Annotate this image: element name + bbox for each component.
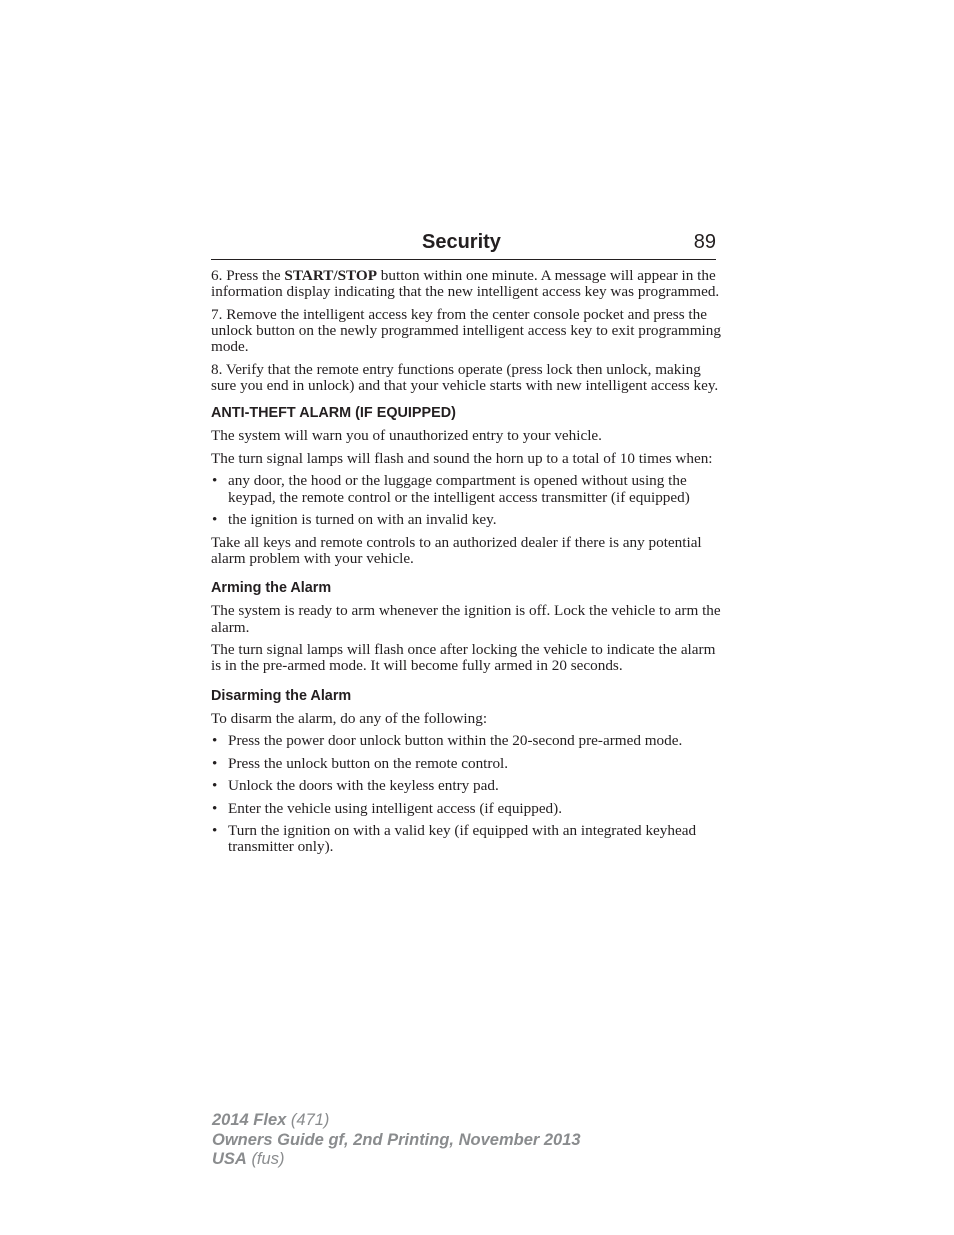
bullet-icon: • (212, 822, 218, 840)
list-item: • Press the power door unlock button within the 20-second pre-armed mode. (212, 732, 683, 750)
list-item: • any door, the hood or the luggage compartment is opened without using the keypad, the remote control or the intelligent access transmitter (if equipped) (212, 472, 690, 506)
anti-theft-paragraph-3: Take all keys and remote controls to an authorized dealer if there is any potential alarm problem with your vehicle. (211, 533, 702, 567)
list-item: • Press the unlock button on the remote control. (212, 754, 509, 772)
anti-theft-paragraph-1: The system will warn you of unauthorized entry to your vehicle. (211, 427, 602, 445)
list-item: • the ignition is turned on with an invalid key. (212, 511, 497, 529)
list-item: • Unlock the doors with the keyless entry pad. (212, 777, 499, 795)
footer-model-line: 2014 Flex (471) (212, 1111, 330, 1129)
disarming-heading: Disarming the Alarm (211, 687, 352, 704)
anti-theft-heading: ANTI-THEFT ALARM (IF EQUIPPED) (211, 405, 456, 422)
page-number: 89 (693, 231, 716, 253)
bullet-icon: • (212, 799, 218, 817)
arming-heading: Arming the Alarm (211, 580, 332, 597)
page-footer (212, 1111, 581, 1170)
arming-paragraph-2: The turn signal lamps will flash once after locking the vehicle to indicate the alarm is in the pre-armed mode. It will become fully armed in 20 seconds. (211, 641, 716, 675)
list-item: • Turn the ignition on with a valid key (if equipped with an integrated keyhead transmitter only). (212, 822, 697, 856)
page-header (211, 229, 716, 260)
list-item: • Enter the vehicle using intelligent access (if equipped). (212, 799, 563, 817)
bullet-icon: • (212, 777, 218, 795)
step-7: 7. Remove the intelligent access key from the center console pocket and press the unlock button on the newly programmed intelligent access key to exit programming mode. (211, 305, 721, 356)
step-8: 8. Verify that the remote entry functions operate (press lock then unlock, making sure you end in unlock) and that your vehicle starts with new intelligent access key. (211, 360, 719, 395)
start-stop-label: START/STOP (284, 267, 377, 284)
page-content (211, 268, 721, 862)
footer-market-line: USA (fus) (212, 1150, 285, 1168)
bullet-icon: • (212, 754, 218, 772)
bullet-icon: • (212, 732, 218, 750)
anti-theft-bullet-list (211, 473, 721, 528)
step-6: 6. Press the START/STOP button within one minute. A message will appear in the information display indicating that the new intelligent access key was programmed. (211, 267, 720, 301)
disarming-paragraph-1: To disarm the alarm, do any of the following: (211, 709, 488, 727)
anti-theft-paragraph-2: The turn signal lamps will flash and sound the horn up to a total of 10 times when: (211, 449, 713, 467)
arming-paragraph-1: The system is ready to arm whenever the ignition is off. Lock the vehicle to arm the alarm. (211, 602, 721, 636)
section-title: Security (422, 231, 501, 253)
bullet-icon: • (212, 472, 218, 490)
bullet-icon: • (212, 511, 218, 529)
footer-guide-line: Owners Guide gf, 2nd Printing, November 2013 (212, 1130, 581, 1149)
disarming-bullet-list (211, 733, 721, 856)
